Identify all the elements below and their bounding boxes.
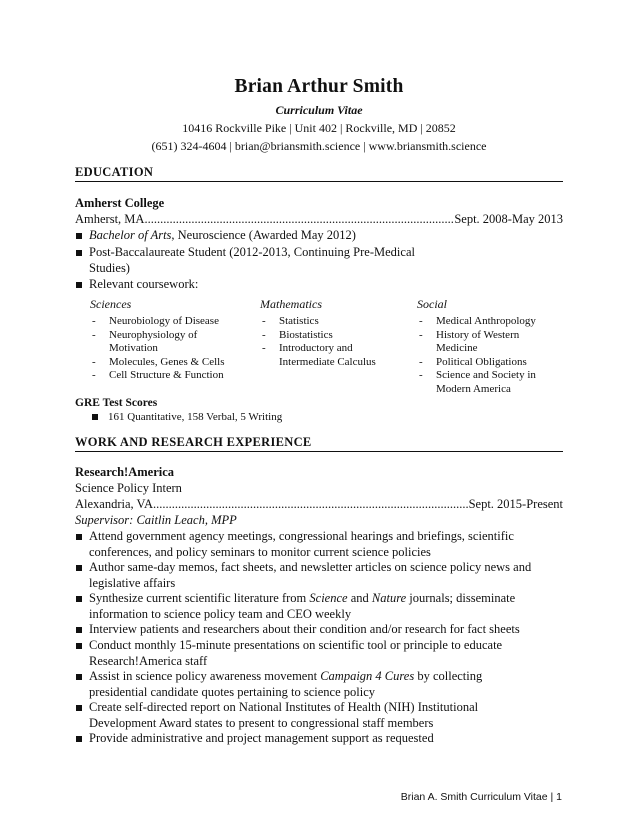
education-bullet-degree — [75, 228, 565, 244]
school-location-row — [75, 212, 563, 227]
bullet-square-icon — [76, 534, 82, 540]
dot-leader — [144, 212, 454, 227]
education-bullet-coursework — [75, 277, 565, 293]
duty-bullet: Author same-day memos, fact sheets, and newsletter articles on science policy news and legislative affairs — [75, 560, 565, 591]
bullet-square-icon — [76, 627, 82, 633]
bullet-square-icon — [76, 282, 82, 288]
postbacc-line-1: Post-Baccalaureate Student (2012-2013, Continuing Pre-Medical — [89, 245, 415, 259]
course-item: - Biostatistics — [262, 328, 333, 341]
bullet-square-icon — [76, 250, 82, 256]
bullet-square-icon — [76, 233, 82, 239]
experience-heading: WORK AND RESEARCH EXPERIENCE — [75, 435, 563, 452]
contact-line: (651) 324-4604 | brian@briansmith.science | www.briansmith.science — [151, 139, 487, 153]
bullet-square-icon — [76, 565, 82, 571]
bullet-square-icon — [92, 414, 98, 420]
social-title: Social — [417, 297, 447, 311]
course-item-cont: Medicine — [436, 342, 478, 354]
course-item: - Neurobiology of Disease — [92, 315, 219, 327]
bullet-square-icon — [76, 736, 82, 742]
job-location: Alexandria, VA — [75, 497, 153, 511]
gre-scores: 161 Quantitative, 158 Verbal, 5 Writing — [108, 411, 283, 423]
education-bullet-postbacc — [75, 245, 565, 276]
course-item: - Molecules, Genes & Cells — [92, 355, 225, 368]
duty-bullet: Synthesize current scientific literature from Science and Nature journals; disseminate information to science policy team and CEO weekly — [75, 591, 565, 622]
duty-bullet: Attend government agency meetings, congressional hearings and briefings, scientific conferences, and policy seminars to monitor current science policies — [75, 529, 565, 560]
course-item: - History of Western — [419, 328, 520, 341]
course-item-cont: Modern America — [436, 382, 511, 395]
course-item: - Political Obligations — [419, 355, 527, 368]
coursework-mathematics — [260, 297, 410, 369]
org-name: Research!America — [75, 465, 175, 479]
coursework-social — [417, 297, 562, 396]
coursework-label: Relevant coursework: — [89, 277, 199, 291]
gre-title: GRE Test Scores — [75, 397, 158, 409]
course-item: - Science and Society in — [419, 369, 536, 381]
school-location: Amherst, MA — [75, 212, 145, 226]
job-location-row — [75, 497, 563, 512]
job-dates: Sept. 2015-Present — [468, 497, 563, 511]
supervisor: Supervisor: Caitlin Leach, MPP — [75, 513, 237, 527]
course-item: - Medical Anthropology — [419, 315, 536, 327]
course-item: - Introductory and — [262, 342, 353, 354]
job-title: Science Policy Intern — [75, 481, 182, 495]
postbacc-line-2: Studies) — [89, 260, 130, 275]
mathematics-title: Mathematics — [260, 297, 322, 311]
duty-bullet: Provide administrative and project management support as requested — [75, 731, 565, 747]
bullet-square-icon — [76, 705, 82, 711]
bullet-square-icon — [76, 674, 82, 680]
school-dates: Sept. 2008-May 2013 — [454, 212, 563, 226]
bullet-square-icon — [76, 596, 82, 602]
course-item: - Statistics — [262, 315, 319, 327]
degree-detail: , Neuroscience (Awarded May 2012) — [171, 228, 356, 242]
duty-bullet: Create self-directed report on National Institutes of Health (NIH) Institutional Development Award states to present to congressional staff members — [75, 700, 565, 731]
degree-name: Bachelor of Arts — [89, 228, 172, 242]
course-item-cont: Intermediate Calculus — [279, 355, 376, 368]
document-subtitle: Curriculum Vitae — [275, 103, 363, 117]
sciences-title: Sciences — [90, 297, 132, 311]
education-heading: EDUCATION — [75, 165, 563, 182]
coursework-sciences — [90, 297, 250, 383]
course-item: - Cell Structure & Function — [92, 369, 224, 381]
course-item-cont: Motivation — [109, 342, 158, 354]
duty-bullet: Assist in science policy awareness movement Campaign 4 Cures by collecting presidential candidate quotes pertaining to science policy — [75, 669, 565, 700]
course-item: - Neurophysiology of — [92, 328, 198, 341]
duty-bullet: Interview patients and researchers about their condition and/or research for fact sheets — [75, 622, 565, 638]
gre-scores-row — [92, 411, 282, 423]
bullet-square-icon — [76, 643, 82, 649]
address-line: 10416 Rockville Pike | Unit 402 | Rockville, MD | 20852 — [182, 121, 456, 135]
page-footer: Brian A. Smith Curriculum Vitae | 1 — [400, 791, 562, 803]
candidate-name: Brian Arthur Smith — [234, 76, 404, 97]
duty-bullet: Conduct monthly 15-minute presentations on scientific tool or principle to educate Research!America staff — [75, 638, 565, 669]
dot-leader — [153, 497, 469, 512]
school-name: Amherst College — [75, 196, 165, 210]
